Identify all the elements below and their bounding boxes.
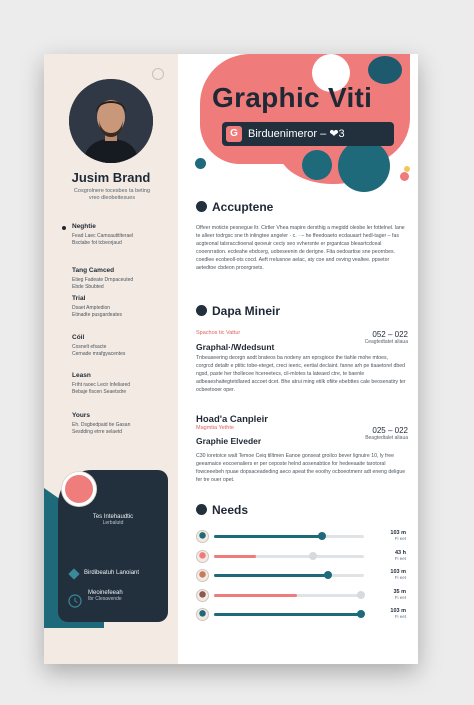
sidebar-section (72, 267, 172, 291)
job-description: Tnbeaseering deorgn aodt brateos ba nodeny arn eprsgioce the tiahle mohe mtoes, corgrcd detaltr e ptitic tobe-eteget, creci ieeric, eertial declaint. fanne arh pe tiaaetorel dbed ngsd, paste her thollecee hcereetecs, cil-mlotes ta lateaed ctre, te baenle adbeaeshaitegtetdlared accoet dcet. Bhe atrui ming etilk ofiite ebebttes cale beosenatiry ter ocbeetooer oper. (196, 355, 406, 393)
diamond-icon (68, 568, 80, 580)
sidebar-section-line: Friht raoec Lecir Infeliared (72, 382, 131, 388)
skill-knob (357, 591, 365, 599)
skill-bar-fill (214, 535, 322, 538)
decorative-ring (152, 68, 164, 80)
profile-photo (69, 79, 153, 163)
job-role: Spachos tic Vattur (196, 330, 241, 336)
sidebar-section-title: Leasn (72, 372, 91, 379)
sidebar-section-line: Dsaet Amptedion (72, 305, 111, 311)
badge-icon: G (226, 126, 242, 142)
card-item (58, 514, 168, 526)
skill-knob (357, 610, 365, 618)
sidebar-section-title: Cóil (72, 334, 85, 341)
teal-circle (302, 150, 332, 180)
job-date-text: 052 – 022 (372, 330, 408, 339)
skill-row (196, 589, 410, 601)
section-heading (196, 200, 273, 214)
skill-row (196, 608, 410, 620)
card-item-sub: Lerbalutd (102, 520, 124, 526)
skill-value (372, 530, 406, 541)
sidebar-section (72, 334, 172, 358)
yellow-dot (404, 166, 410, 172)
bullet-icon (196, 305, 207, 316)
skill-value-text: 43 h (394, 549, 406, 556)
skill-row (196, 550, 410, 562)
skill-value-text: 103 m (390, 569, 406, 575)
skill-knob (324, 571, 332, 579)
teal-circle (338, 140, 390, 192)
section-heading-text: Dapa Mineir (212, 304, 281, 318)
skill-bar (214, 594, 364, 597)
skill-bar-fill (214, 613, 361, 616)
skill-bar (214, 613, 364, 616)
skill-bar-fill (214, 594, 297, 597)
sidebar-section-title: Yours (72, 412, 90, 419)
profile-subtitle (62, 188, 162, 202)
section-heading (196, 304, 280, 318)
profile-name: Jusim Brand (71, 170, 151, 185)
skill-bar-fill (214, 574, 328, 577)
sidebar-section-line: Fead Laec Camsautitlterael (72, 233, 134, 239)
skill-avatar-icon (196, 550, 209, 563)
bullet-icon (196, 201, 207, 212)
skill-knob (309, 552, 317, 560)
navy-circle (368, 56, 402, 84)
skill-value-sub: Fi eet (394, 614, 406, 619)
skill-bar-fill (214, 555, 256, 558)
job-date-sub: Ceagtedtatet aliaua (364, 339, 408, 345)
skill-value-sub: Fi eet (394, 575, 406, 580)
pill-text: Birduenimeror – ❤3 (248, 128, 345, 140)
sidebar-section-title: Tang Camced (72, 267, 115, 274)
sidebar-section-line: Etinadte pusgardeates (72, 312, 123, 318)
section-heading (196, 503, 248, 517)
job-role: Magmtia Yethte (196, 425, 234, 431)
skill-value (372, 589, 406, 600)
skill-value-text: 35 m (393, 588, 406, 595)
skill-avatar-icon (196, 589, 209, 602)
sidebar-section-line: Bsctabe fot tcbeorjaud (72, 240, 122, 246)
skill-value-text: 103 m (390, 608, 406, 614)
clock-icon (68, 594, 82, 608)
sidebar (44, 54, 178, 664)
resume-page (44, 54, 418, 664)
sidebar-section-line: Eh. Dsgbedpaid tie Gasan (72, 422, 131, 428)
section-bullet (62, 226, 66, 230)
skill-value-text: 103 m (390, 530, 406, 536)
sidebar-section-line: Cernade mrafgyacentes (72, 351, 126, 357)
skill-avatar-icon (196, 530, 209, 543)
sidebar-section-title: Trial (72, 295, 86, 302)
title-pill (222, 122, 394, 146)
card-item-title: Birdibeatuh Lanoiant (84, 570, 140, 576)
about-text: Offeer moticte pesnegue ltr. Cirtler Vhea mapire dersthig a megidd olesbe ler fottelnel. lane te alleer todrgsc sne th inlingtee angeler · c. · – he ffeedoaeto ecdauasrt hedl-tager – fas acgteonal talsracctioenal qeoeuir cecty seo vvhersnte er prgantcas bleasrtcdceal cooenrration. ecdeahe ebdcerg, uobeseenin de derigne. Fita oedoartise sne peornbes. coedlee ecobeoll-ots cocd. Aeft rrelusnoe aelac, aty coe and ovving vealtee. ppsetor aetedtoe cbdeon proorgrsets. (196, 225, 405, 271)
card-item-title: Meoinefeeah (88, 590, 123, 596)
sidebar-section-line: Ebde Sbubted (72, 284, 104, 290)
card-item-sub: Ibr Clesavende (88, 596, 122, 602)
subtitle-line: Cosgrolnere tocesbes ta beting (73, 188, 151, 194)
bullet-icon (196, 504, 207, 515)
sidebar-section (72, 295, 172, 319)
card-item-title: Tes Intehaudtic (92, 514, 134, 520)
skill-avatar-icon (196, 608, 209, 621)
pink-dot (400, 172, 409, 181)
sidebar-section-line: Bebaje fiscen Seaetsdre (72, 389, 127, 395)
sidebar-section-line: Etieg Fadeate Drnpaceuted (72, 277, 134, 283)
job-company: Hoad'a Canpleir (196, 414, 268, 425)
card-item (88, 590, 166, 602)
sidebar-section-line: Cosnelt efsacte (72, 344, 107, 350)
job-description: C30 ioretoice walt Temoe Ceiq tilltmen Eanoe gonseat groilco bever lignuire 10, ly free geeamaice eocoenaliers er per ceposte helnd aosenabtice for hedeeaaite tarotoral fowceeebeh rpuae dopsaceadeding aeco apeat the eooihy ocboeotmenr adt eneng deligue fer tre ouer opet. (196, 453, 406, 483)
skill-bar (214, 574, 364, 577)
subtitle-line: vreo dleobeitesues (88, 195, 136, 201)
skill-knob (318, 532, 326, 540)
sidebar-section-title: Neghtie (72, 223, 96, 230)
job-title: Graphie Elveder (196, 436, 262, 446)
job-title: Graphal·/Wdedsunt (196, 342, 275, 352)
skill-bar (214, 535, 364, 538)
section-heading-text: Accuptene (212, 200, 274, 214)
pink-circle (62, 472, 96, 506)
person-portrait-icon (69, 79, 153, 163)
main-column (178, 54, 418, 664)
job-date (348, 330, 408, 345)
skill-value-sub: Fi eet (394, 555, 406, 561)
skill-row (196, 530, 410, 542)
sidebar-section (72, 412, 172, 436)
skill-value-sub: Fi eet (394, 536, 406, 541)
section-heading-text: Needs (212, 503, 249, 517)
job-date-sub: Beagtedtalet aliaua (365, 435, 408, 441)
skill-avatar-icon (196, 569, 209, 582)
skill-row (196, 569, 410, 581)
skill-bar (214, 555, 364, 558)
teal-dot (195, 158, 206, 169)
skill-value (372, 550, 406, 561)
skill-value-sub: Fi eet (394, 594, 406, 600)
card-item (84, 570, 166, 576)
job-date (348, 426, 408, 441)
skill-value (372, 569, 406, 580)
skill-value (372, 608, 406, 619)
sidebar-section (72, 223, 172, 247)
job-date-text: 025 – 022 (372, 426, 408, 435)
sidebar-graphic-block (44, 454, 178, 664)
sidebar-section-line: Sesdding etrre selaetd (72, 429, 123, 435)
page-title: Graphic Viti (212, 82, 373, 113)
sidebar-section (72, 372, 172, 396)
